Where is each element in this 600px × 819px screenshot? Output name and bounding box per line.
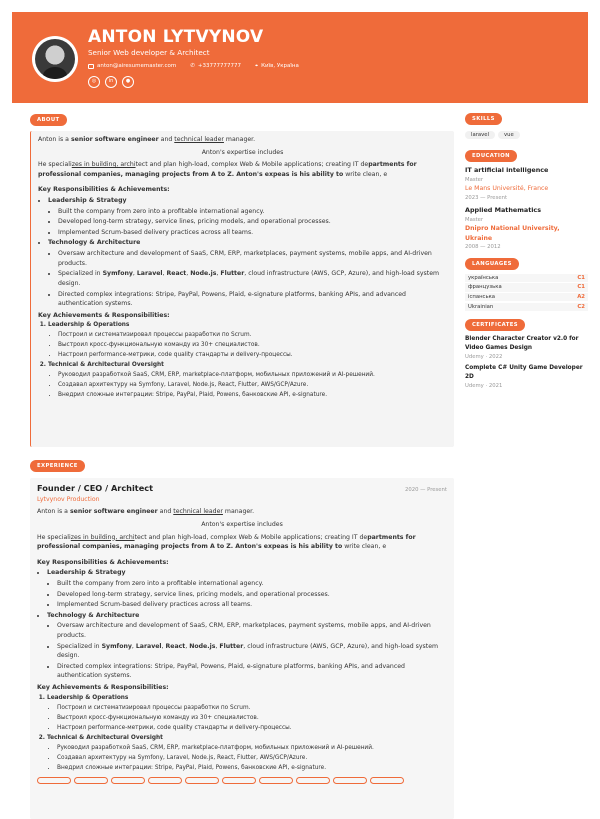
experience-box: [30, 478, 454, 819]
social-links: [88, 76, 134, 88]
list-item: • Внедрил сложные интеграции: Stripe, PayPal, Plaid, Powens, банковские API, e-signature.: [58, 391, 447, 400]
list-item: • Руководил разработкой SaaS, CRM, ERP, marketplace-платформ, мобильных приложений и AI-решений.: [58, 371, 447, 380]
list-item: • Implemented Scrum-based delivery practices across all teams.: [58, 228, 447, 238]
education-item: IT artificial intelligence Master Le Mans Université, France 2023 — Present: [465, 166, 549, 201]
list-item: 1. Leadership & Operations • Построил и систематизировал процессы разработки по Scrum. • Выстроил кросс-функциональную команду из 30+ специалистов. • Настроил performance-метрики, code quality стандарты и delivery-процессы.: [48, 321, 447, 360]
list-item: • Developed long-term strategy, service lines, pricing models, and operational processes.: [57, 590, 447, 600]
about-paragraph: He specializes in building, architect and plan high-load, complex Web & Mobile applications; creating IT departments for professional companies, managing projects from A to Z. Anton's expeas is his ability to write clean, e: [38, 161, 417, 178]
location-contact: ⌖ Київ, Україна: [254, 63, 299, 69]
list-item: • Oversaw architecture and development of SaaS, CRM, ERP, marketplaces, payment systems, mobile apps, and AI-driven products.: [57, 621, 447, 640]
email-icon: [88, 64, 94, 69]
about-heading: ABOUT: [30, 114, 67, 126]
kr-heading: Key Responsibilities & Achievements:: [38, 186, 170, 194]
education-heading: EDUCATION: [465, 150, 517, 162]
exp-includes: Anton's expertise includes: [201, 520, 283, 528]
about-includes: Anton's expertise includes: [201, 148, 284, 156]
language-row: французька C1: [465, 283, 588, 291]
linkedin-icon[interactable]: in: [105, 76, 117, 88]
list-item: • Developed long-term strategy, service lines, pricing models, and operational processes.: [58, 217, 447, 227]
web-icon[interactable]: ◎: [88, 76, 100, 88]
location-icon: ⌖: [254, 63, 259, 69]
list-item: • Implemented Scrum-based delivery practices across all teams.: [57, 600, 447, 610]
certificate-item: Blender Character Creator v2.0 for Video Games Design Udemy · 2022: [465, 335, 579, 360]
list-item: • Внедрил сложные интеграции: Stripe, PayPal, Plaid, Powens, банковские API, e-signature.: [57, 764, 447, 773]
list-item: 1. Leadership & Operations • Построил и систематизировал процессы разработки по Scrum. • Выстроил кросс-функциональную команду из 30+ специалистов. • Настроил performance-метрики, code quality стандарты и delivery-процессы.: [47, 694, 447, 733]
list-item: • Oversaw architecture and development of SaaS, CRM, ERP, marketplaces, payment systems, mobile apps, and AI-driven products.: [58, 249, 447, 268]
languages-list: [465, 274, 588, 311]
list-item: 2. Technical & Architectural Oversight • Руководил разработкой SaaS, CRM, ERP, marketplace-платформ, мобильных приложений и AI-решений. • Создавал архитектуру на Symfony, Laravel, Node.js, React, Flutter, AWS/GCP/Azure. • Внедрил сложные интеграции: Stripe, PayPal, Plaid, Powens, банковские API, e-signature.: [47, 734, 447, 773]
phone-icon: ✆: [190, 63, 195, 69]
list-item: • Выстроил кросс-функциональную команду из 30+ специалистов.: [58, 341, 447, 350]
list-item: • Настроил performance-метрики, code quality стандарты и delivery-процессы.: [57, 724, 447, 733]
language-row: іспанська A2: [465, 293, 588, 301]
list-item: • Specialized in Symfony, Laravel, React, Node.js, Flutter, cloud infrastructure (AWS, GCP, Azure), and high-load system design.: [57, 642, 447, 661]
list-item: • Technology & Architecture • Oversaw architecture and development of SaaS, CRM, ERP, marketplaces, payment systems, mobile apps, and AI-driven products. • Specialized in Symfony, Laravel, React, Node.js, Flutter, cloud infrastructure (AWS, GCP, Azure), and high-load system design. • Directed complex integrations: Stripe, PayPal, Powens, Plaid, e-signature platforms, banking APIs, and advanced authentication systems.: [47, 611, 447, 681]
avatar: [32, 36, 78, 82]
list-item: • Built the company from zero into a profitable international agency.: [58, 207, 447, 217]
ka-heading: Key Achievements & Responsibilities:: [37, 684, 169, 692]
list-item: 2. Technical & Architectural Oversight • Руководил разработкой SaaS, CRM, ERP, marketplace-платформ, мобильных приложений и AI-решений. • Создавал архитектуру на Symfony, Laravel, Node.js, React, Flutter, AWS/GCP/Azure. • Внедрил сложные интеграции: Stripe, PayPal, Plaid, Powens, банковские API, e-signature.: [48, 361, 447, 400]
list-item: • Создавал архитектуру на Symfony, Laravel, Node.js, React, Flutter, AWS/GCP/Azure.: [57, 754, 447, 763]
certificates-heading: CERTIFICATES: [465, 319, 525, 331]
certificate-item: Complete C# Unity Game Developer 2D Udemy · 2021: [465, 364, 583, 389]
list-item: • Directed complex integrations: Stripe, PayPal, Powens, Plaid, e-signature platforms, banking APIs, and advanced authentication systems.: [57, 662, 447, 681]
list-item: • Выстроил кросс-функциональную команду из 30+ специалистов.: [57, 714, 447, 723]
skill-tag: vue: [498, 131, 520, 139]
list-item: • Technology & Architecture • Oversaw architecture and development of SaaS, CRM, ERP, marketplaces, payment systems, mobile apps, and AI-driven products. • Specialized in Symfony, Laravel, React, Node.js, Flutter, cloud infrastructure (AWS, GCP, Azure), and high-load system design. • Directed complex integrations: Stripe, PayPal, Powens, Plaid, e-signature platforms, banking APIs, and advanced authentication systems.: [48, 238, 447, 308]
list-item: • Directed complex integrations: Stripe, PayPal, Powens, Plaid, e-signature platforms, banking APIs, and advanced authentication systems.: [58, 290, 447, 309]
position-title: Founder / CEO / Architect: [37, 483, 154, 493]
exp-paragraph: He specializes in building, architect and plan high-load, complex Web & Mobile applications; creating IT departments for professional companies, managing projects from A to Z. Anton's expeas is his ability to write clean, e: [37, 533, 416, 551]
skill-tag: laravel: [465, 131, 495, 139]
kr-heading: Key Responsibilities & Achievements:: [37, 558, 169, 566]
exp-intro: Anton is a senior software engineer and technical leader manager.: [37, 508, 255, 516]
list-item: • Built the company from zero into a profitable international agency.: [57, 579, 447, 589]
company-name: Lytvynov Production: [37, 495, 100, 503]
language-row: українська C1: [465, 274, 588, 282]
skill-chips: [37, 777, 447, 788]
list-item: • Specialized in Symfony, Laravel, React, Node.js, Flutter, cloud infrastructure (AWS, GCP, Azure), and high-load system design.: [58, 269, 447, 288]
ka-heading: Key Achievements & Responsibilities:: [38, 311, 170, 319]
phone-contact[interactable]: ✆ +33777777777: [190, 63, 241, 69]
skills-list: [465, 130, 588, 140]
languages-heading: LANGUAGES: [465, 258, 519, 270]
list-item: • Настроил performance-метрики, code quality стандарты и delivery-процессы.: [58, 351, 447, 360]
list-item: • Руководил разработкой SaaS, CRM, ERP, marketplace-платформ, мобильных приложений и AI-решений.: [57, 744, 447, 753]
experience-heading: EXPERIENCE: [30, 460, 85, 472]
candidate-title: Senior Web developer & Architect: [88, 48, 210, 57]
list-item: • Построил и систематизировал процессы разработки по Scrum.: [57, 704, 447, 713]
list-item: • Leadership & Strategy • Built the company from zero into a profitable international agency. • Developed long-term strategy, service lines, pricing models, and operational processes. • Implemented Scrum-based delivery practices across all teams.: [47, 568, 447, 609]
position-dates: 2020 — Present: [404, 487, 447, 493]
list-item: • Создавал архитектуру на Symfony, Laravel, Node.js, React, Flutter, AWS/GCP/Azure.: [58, 381, 447, 390]
list-item: • Leadership & Strategy • Built the company from zero into a profitable international agency. • Developed long-term strategy, service lines, pricing models, and operational processes. • Implemented Scrum-based delivery practices across all teams.: [48, 196, 447, 237]
contact-row: [88, 62, 299, 71]
email-contact[interactable]: anton@airesumemaster.com: [88, 62, 176, 71]
about-box: [30, 131, 454, 447]
github-icon[interactable]: ●: [122, 76, 134, 88]
list-item: • Построил и систематизировал процессы разработки по Scrum.: [58, 331, 447, 340]
sidebar: [465, 113, 588, 390]
resume-header: [12, 12, 588, 103]
skills-heading: SKILLS: [465, 113, 502, 125]
language-row: Ukrainian C2: [465, 303, 588, 311]
candidate-name: ANTON LYTVYNOV: [88, 27, 264, 47]
about-intro: Anton is a senior software engineer and technical leader manager.: [38, 136, 256, 143]
education-item: Applied Mathematics Master Dnipro National University, Ukraine 2008 — 2012: [465, 205, 560, 251]
